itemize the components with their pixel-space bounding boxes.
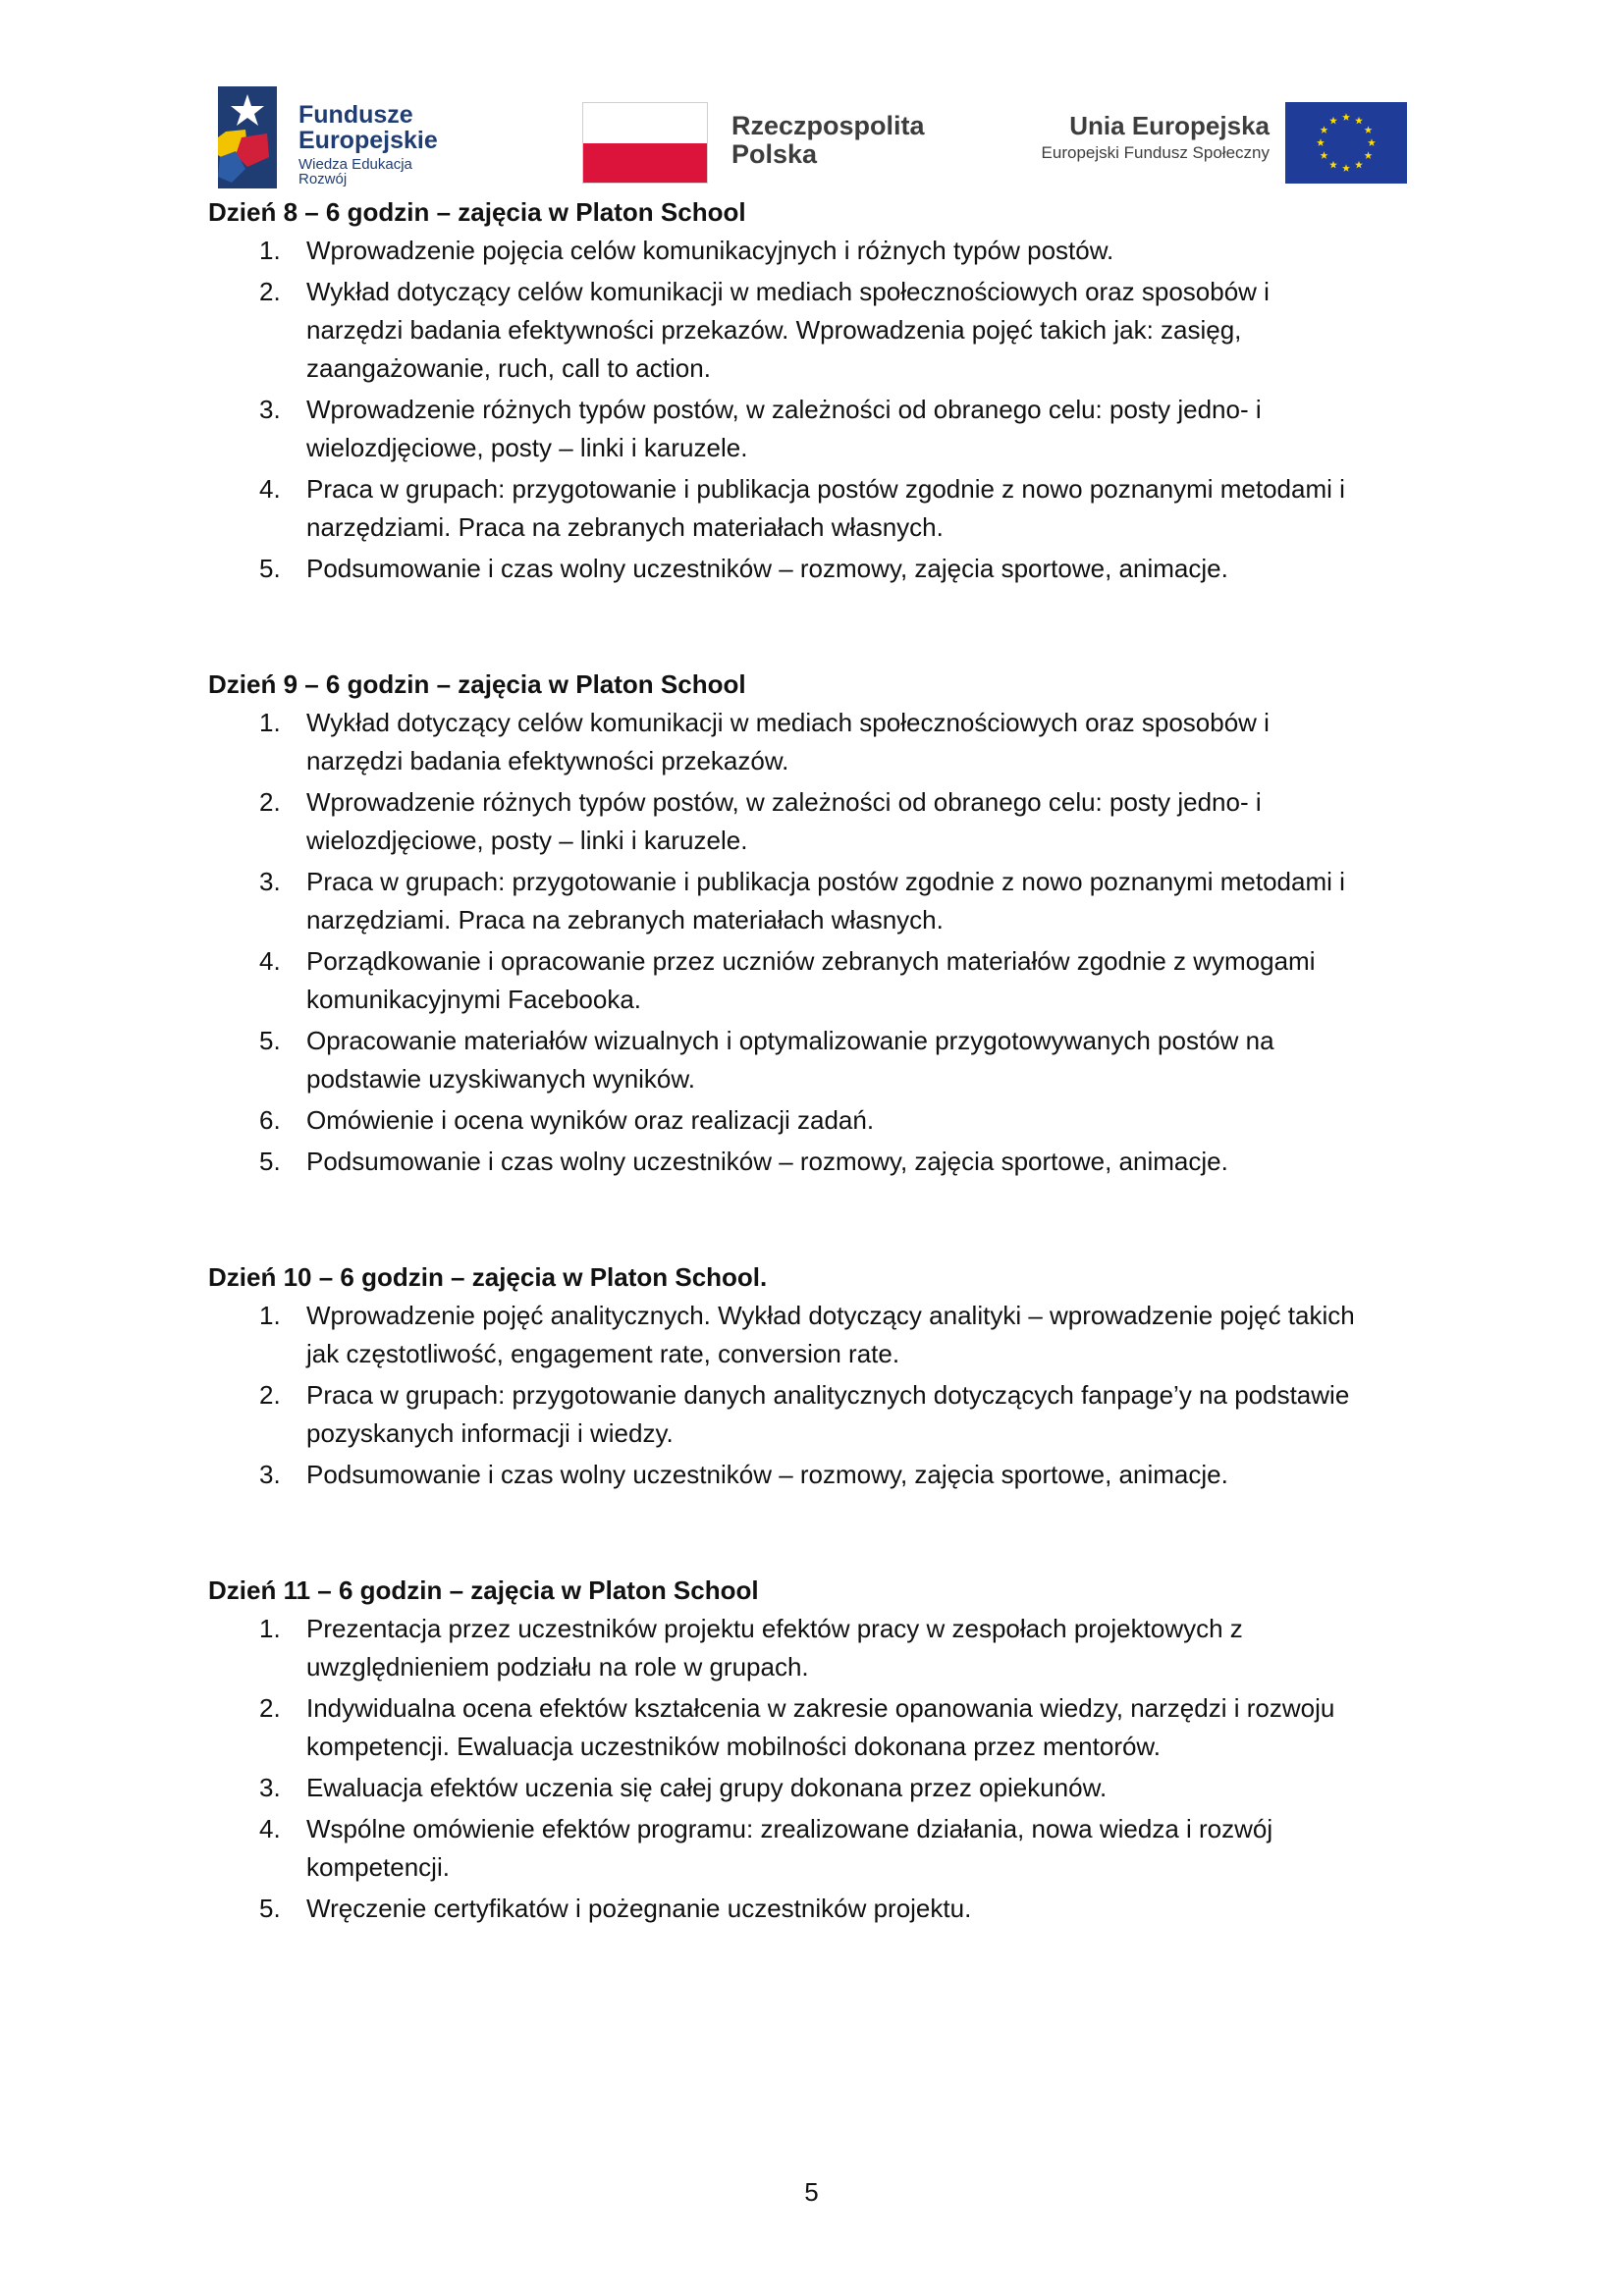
fe-subtitle: Wiedza Edukacja Rozwój: [298, 156, 412, 187]
item-list: [208, 704, 1445, 1181]
item-line: komunikacyjnymi Facebooka.: [306, 985, 642, 1014]
eu-title: Unia Europejska: [1069, 111, 1270, 140]
item-number: 2.: [259, 1693, 281, 1723]
list-item: [208, 273, 1445, 388]
item-line: uwzględnieniem podziału na role w grupach.: [306, 1652, 809, 1682]
item-line: Prezentacja przez uczestników projektu efektów pracy w zespołach projektowych z: [306, 1614, 1243, 1643]
item-line: Wykład dotyczący celów komunikacji w mediach społecznościowych oraz sposobów i: [306, 277, 1270, 306]
list-item: [208, 1689, 1445, 1766]
item-line: narzędzi badania efektywności przekazów.: [306, 746, 789, 775]
item-list: [208, 232, 1445, 588]
list-item: [208, 1022, 1445, 1098]
item-number: 1.: [259, 236, 281, 265]
poland-flag-icon: [582, 102, 708, 184]
item-line: Podsumowanie i czas wolny uczestników – rozmowy, zajęcia sportowe, animacje.: [306, 1460, 1228, 1489]
item-line: Wspólne omówienie efektów programu: zrealizowane działania, nowa wiedza i rozwój: [306, 1814, 1273, 1843]
item-line: Praca w grupach: przygotowanie i publikacja postów zgodnie z nowo poznanymi metodami i: [306, 474, 1345, 504]
section-title: Dzień 9 – 6 godzin – zajęcia w Platon School: [208, 669, 746, 699]
item-line: narzędziami. Praca na zebranych materiałach własnych.: [306, 512, 944, 542]
section-day-9: [208, 665, 1445, 1181]
list-item: [208, 1456, 1445, 1494]
item-number: 3.: [259, 395, 281, 424]
list-item: [208, 232, 1445, 270]
item-number: 5.: [259, 554, 281, 583]
section-title: Dzień 10 – 6 godzin – zajęcia w Platon School.: [208, 1262, 768, 1292]
item-line: Wprowadzenie pojęcia celów komunikacyjnych i różnych typów postów.: [306, 236, 1114, 265]
item-list: [208, 1297, 1445, 1494]
item-number: 4.: [259, 946, 281, 976]
fe-title-line-2: Europejskie: [298, 127, 438, 154]
list-item: [208, 1376, 1445, 1453]
pl-line-1: Rzeczpospolita: [731, 111, 925, 140]
item-number: 4.: [259, 474, 281, 504]
item-line: Praca w grupach: przygotowanie i publikacja postów zgodnie z nowo poznanymi metodami i: [306, 867, 1345, 896]
list-item: [208, 704, 1445, 780]
list-item: [208, 1810, 1445, 1887]
list-item: [208, 942, 1445, 1019]
item-line: Porządkowanie i opracowanie przez uczniów zebranych materiałów zgodnie z wymogami: [306, 946, 1316, 976]
list-item: [208, 1610, 1445, 1686]
fundusze-europejskie-text: [298, 102, 438, 187]
item-line: Ewaluacja efektów uczenia się całej grupy dokonana przez opiekunów.: [306, 1773, 1108, 1802]
item-number: 3.: [259, 867, 281, 896]
rzeczpospolita-polska-text: [731, 112, 925, 169]
list-item: [208, 1890, 1445, 1928]
item-line: Wprowadzenie różnych typów postów, w zależności od obranego celu: posty jedno- i: [306, 395, 1262, 424]
list-item: [208, 1769, 1445, 1807]
item-number: 1.: [259, 1614, 281, 1643]
item-line: kompetencji. Ewaluacja uczestników mobilności dokonana przez mentorów.: [306, 1732, 1161, 1761]
item-line: zaangażowanie, ruch, call to action.: [306, 353, 711, 383]
stars-logo-icon: [218, 86, 277, 188]
item-line: Wręczenie certyfikatów i pożegnanie uczestników projektu.: [306, 1894, 972, 1923]
item-number: 6.: [259, 1105, 281, 1135]
list-item: [208, 1297, 1445, 1373]
unia-europejska-text: [1008, 112, 1270, 163]
section-day-11: [208, 1571, 1445, 1928]
list-item: [208, 1143, 1445, 1181]
item-line: kompetencji.: [306, 1852, 450, 1882]
item-line: Wykład dotyczący celów komunikacji w mediach społecznościowych oraz sposobów i: [306, 708, 1270, 737]
item-line: Podsumowanie i czas wolny uczestników – rozmowy, zajęcia sportowe, animacje.: [306, 554, 1228, 583]
item-number: 1.: [259, 708, 281, 737]
section-day-10: [208, 1257, 1445, 1494]
item-number: 4.: [259, 1814, 281, 1843]
section-day-8: [208, 192, 1445, 588]
list-item: [208, 863, 1445, 939]
section-title: Dzień 8 – 6 godzin – zajęcia w Platon School: [208, 197, 746, 227]
item-number: 5.: [259, 1894, 281, 1923]
item-line: Praca w grupach: przygotowanie danych analitycznych dotyczących fanpage’y na podstawie: [306, 1380, 1350, 1410]
fe-title-line-1: Fundusze: [298, 101, 413, 129]
pl-line-2: Polska: [731, 139, 818, 169]
item-line: narzędziami. Praca na zebranych materiałach własnych.: [306, 905, 944, 934]
item-line: wielozdjęciowe, posty – linki i karuzele.: [306, 826, 748, 855]
logo-bar: [0, 86, 1623, 194]
item-line: Wprowadzenie różnych typów postów, w zależności od obranego celu: posty jedno- i: [306, 787, 1262, 817]
item-number: 1.: [259, 1301, 281, 1330]
list-item: [208, 550, 1445, 588]
item-line: narzędzi badania efektywności przekazów. Wprowadzenia pojęć takich jak: zasięg,: [306, 315, 1242, 345]
item-line: Indywidualna ocena efektów kształcenia w zakresie opanowania wiedzy, narzędzi i rozwoju: [306, 1693, 1335, 1723]
item-number: 5.: [259, 1026, 281, 1055]
item-line: wielozdjęciowe, posty – linki i karuzele.: [306, 433, 748, 462]
item-line: jak częstotliwość, engagement rate, conversion rate.: [306, 1339, 900, 1368]
item-line: Opracowanie materiałów wizualnych i optymalizowanie przygotowywanych postów na: [306, 1026, 1274, 1055]
item-number: 5.: [259, 1147, 281, 1176]
item-line: podstawie uzyskiwanych wyników.: [306, 1064, 695, 1094]
item-line: pozyskanych informacji i wiedzy.: [306, 1418, 674, 1448]
section-title: Dzień 11 – 6 godzin – zajęcia w Platon School: [208, 1575, 759, 1605]
item-number: 2.: [259, 1380, 281, 1410]
list-item: [208, 470, 1445, 547]
item-line: Wprowadzenie pojęć analitycznych. Wykład dotyczący analityki – wprowadzenie pojęć takich: [306, 1301, 1355, 1330]
item-list: [208, 1610, 1445, 1928]
item-number: 2.: [259, 277, 281, 306]
list-item: [208, 391, 1445, 467]
eu-flag-icon: [1285, 102, 1407, 184]
item-line: Podsumowanie i czas wolny uczestników – rozmowy, zajęcia sportowe, animacje.: [306, 1147, 1228, 1176]
list-item: [208, 783, 1445, 860]
page-number: 5: [804, 2177, 819, 2207]
item-number: 2.: [259, 787, 281, 817]
item-number: 3.: [259, 1773, 281, 1802]
document-body: [208, 192, 1445, 1931]
eu-subtitle: Europejski Fundusz Społeczny: [1041, 143, 1270, 162]
item-line: Omówienie i ocena wyników oraz realizacji zadań.: [306, 1105, 875, 1135]
list-item: [208, 1101, 1445, 1140]
item-number: 3.: [259, 1460, 281, 1489]
